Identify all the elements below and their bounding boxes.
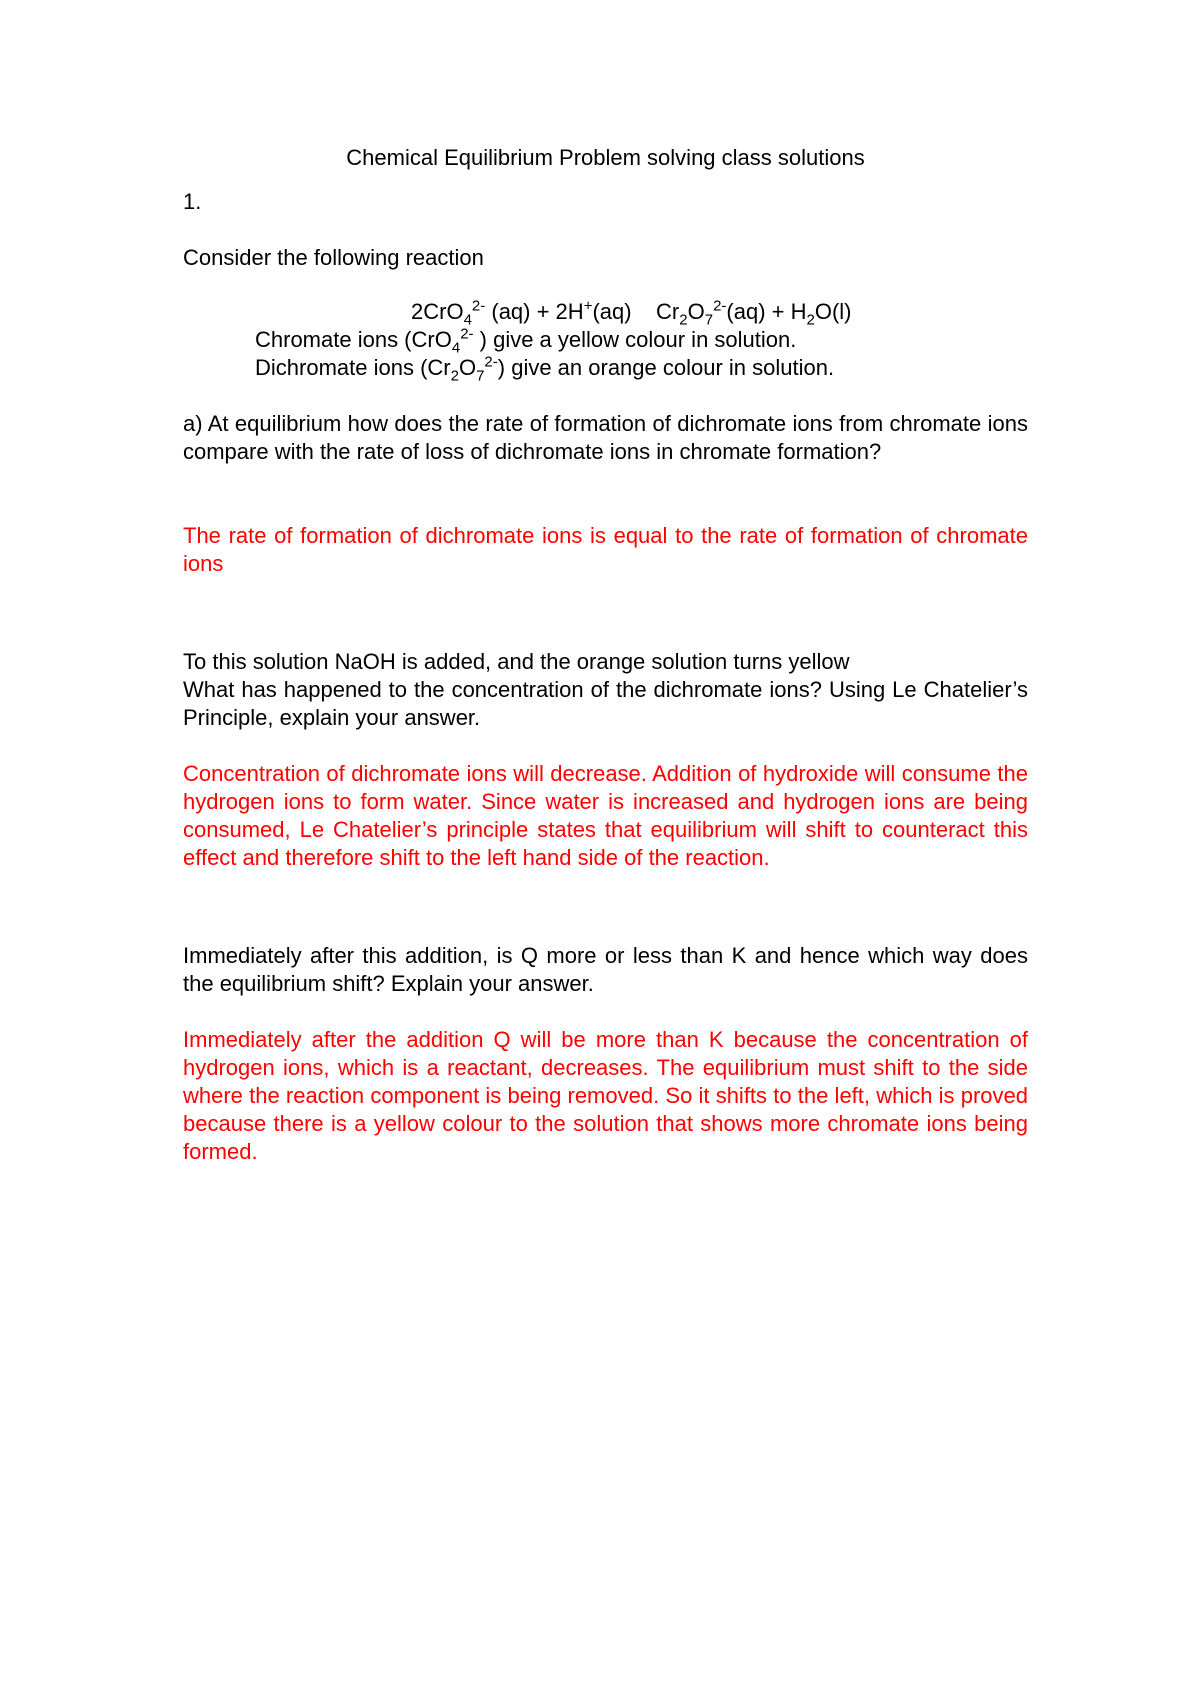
eq-part: (aq) + H (726, 299, 807, 324)
ion-superscript: 2- (460, 325, 474, 343)
eq-part: (aq) + 2H (485, 299, 584, 324)
eq-subscript: 4 (463, 311, 472, 329)
naoh-statement: To this solution NaOH is added, and the orange solution turns yellow (183, 649, 850, 674)
eq-superscript: 2- (471, 297, 486, 315)
q-vs-k-answer: Immediately after the addition Q will be more than K because the concentration of hydrogen ions, which is a reactant, decreases. The equilibrium must shift to the side where the reaction component is being removed. So it shifts to the left, which is proved because there is a yellow colour to the solution that shows more chromate ions being formed. (183, 1027, 1028, 1164)
ion-text: Dichromate ions (Cr (255, 355, 451, 380)
chromate-description (183, 325, 1028, 357)
ion-text: Chromate ions (CrO (255, 327, 452, 352)
eq-subscript: 2 (806, 311, 815, 329)
eq-superscript: + (583, 297, 593, 315)
eq-subscript: 7 (704, 311, 714, 329)
ion-subscript: 4 (451, 339, 461, 357)
question-number: 1. (183, 189, 202, 214)
ion-text: ) give an orange colour in solution. (497, 355, 835, 380)
naoh-answer: Concentration of dichromate ions will decrease. Addition of hydroxide will consume the hydrogen ions to form water. Since water is increased and hydrogen ions are being consumed, Le Chatelier’s principle states that equilibrium will shift to counteract this effect and therefore shift to the left hand side of the reaction. (183, 761, 1028, 870)
eq-part: O (687, 299, 705, 324)
ion-text: O (458, 355, 477, 380)
part-a-answer: The rate of formation of dichromate ions is equal to the rate of formation of chromate ions (183, 523, 1028, 576)
ion-superscript: 2- (484, 353, 498, 371)
eq-part: 2CrO (411, 299, 464, 324)
ion-subscript: 2 (450, 367, 459, 385)
ion-text: ) give a yellow colour in solution. (473, 327, 797, 352)
q-vs-k-question: Immediately after this addition, is Q more or less than K and hence which way does the equilibrium shift? Explain your answer. (183, 943, 1028, 996)
dichromate-description (183, 353, 1028, 385)
document-title: Chemical Equilibrium Problem solving class solutions (346, 145, 865, 170)
reaction-equation (183, 297, 1028, 329)
document-content (183, 144, 1028, 1166)
eq-subscript: 2 (679, 311, 688, 329)
eq-part: (aq) Cr (592, 299, 680, 324)
ion-subscript: 7 (476, 367, 485, 385)
part-a-question: a) At equilibrium how does the rate of formation of dichromate ions from chromate ions compare with the rate of loss of dichromate ions in chromate formation? (183, 411, 1028, 464)
reaction-intro: Consider the following reaction (183, 245, 484, 270)
naoh-question: What has happened to the concentration of the dichromate ions? Using Le Chatelier’s Principle, explain your answer. (183, 677, 1028, 730)
eq-part: O(l) (814, 299, 852, 324)
eq-superscript: 2- (713, 297, 727, 315)
